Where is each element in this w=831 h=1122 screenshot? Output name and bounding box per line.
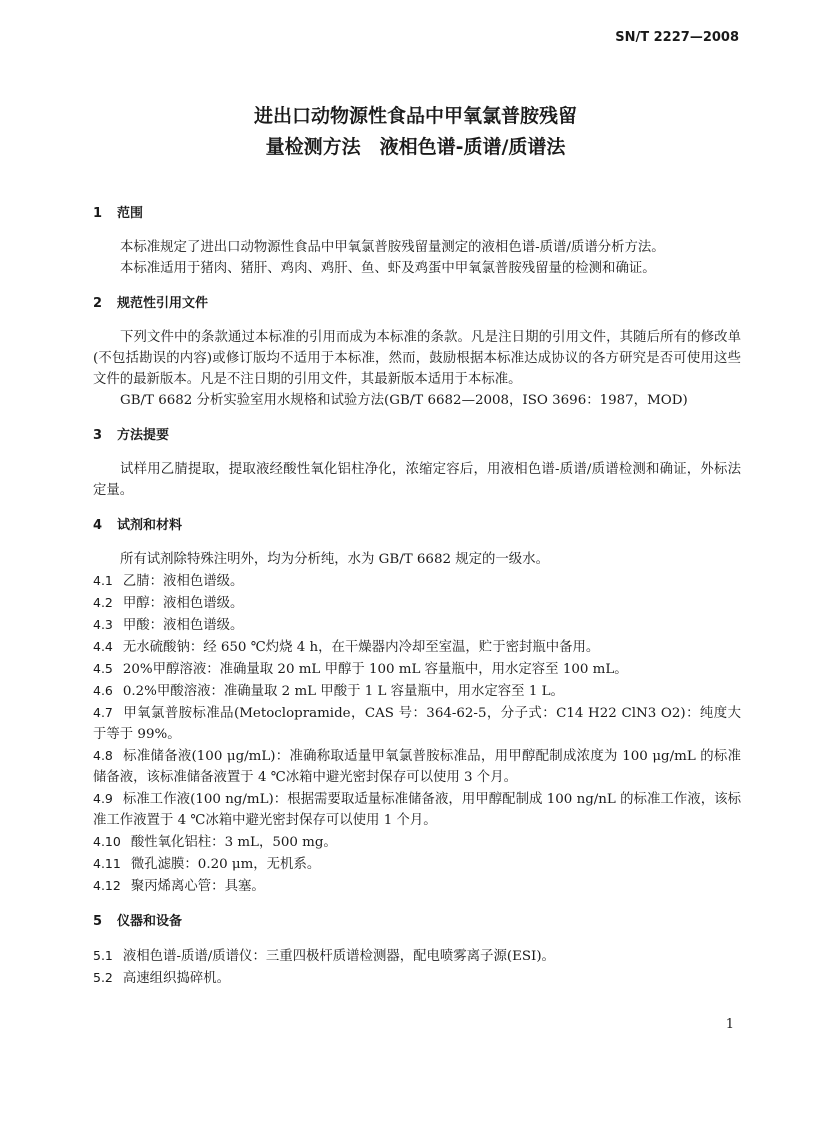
list-item bbox=[93, 945, 741, 967]
item-number: 4.5 bbox=[93, 661, 113, 676]
item-text: 高速组织捣碎机。 bbox=[122, 971, 231, 986]
section-number: 1 bbox=[93, 206, 103, 221]
item-number: 4.6 bbox=[93, 683, 113, 698]
section-title: 试剂和材料 bbox=[117, 518, 183, 533]
item-text: 甲氧氯普胺标准品(Metoclopramide，CAS 号：364-62-5，分子式：C14 H22 ClN3 O2)：纯度大于等于 99%。 bbox=[93, 706, 741, 742]
item-text: 聚丙烯离心管：具塞。 bbox=[130, 879, 265, 894]
list-item bbox=[93, 831, 741, 853]
standard-number: SN/T 2227—2008 bbox=[615, 30, 739, 45]
section-title: 规范性引用文件 bbox=[117, 296, 209, 311]
item-text: 0.2%甲酸溶液：准确量取 2 mL 甲酸于 1 L 容量瓶中，用水定容至 1 L。 bbox=[122, 684, 564, 699]
list-item bbox=[93, 658, 741, 680]
item-number: 4.1 bbox=[93, 573, 113, 588]
document-title bbox=[0, 101, 831, 163]
item-number: 4.11 bbox=[93, 856, 121, 871]
list-item bbox=[93, 853, 741, 875]
item-text: 标准储备液(100 μg/mL)：准确称取适量甲氧氯普胺标准品，用甲醇配制成浓度为 100 μg/mL 的标准储备液，该标准储备液置于 4 ℃冰箱中避光密封保存可以使用 3 个月。 bbox=[93, 749, 741, 785]
item-number: 4.4 bbox=[93, 639, 113, 654]
item-number: 4.2 bbox=[93, 595, 113, 610]
item-number: 5.1 bbox=[93, 948, 113, 963]
item-text: 液相色谱-质谱/质谱仪：三重四极杆质谱检测器，配电喷雾离子源(ESI)。 bbox=[122, 949, 555, 964]
section-number: 5 bbox=[93, 914, 103, 929]
list-item bbox=[93, 680, 741, 702]
section-heading bbox=[93, 425, 741, 447]
section-number: 2 bbox=[93, 296, 103, 311]
section-title: 方法提要 bbox=[117, 428, 170, 443]
section-heading bbox=[93, 911, 741, 933]
list-item bbox=[93, 614, 741, 636]
item-number: 5.2 bbox=[93, 970, 113, 985]
section-title: 仪器和设备 bbox=[117, 914, 183, 929]
normative-reference: GB/T 6682 分析实验室用水规格和试验方法(GB/T 6682—2008，ISO 3696：1987，MOD) bbox=[120, 393, 688, 408]
item-text: 无水硫酸钠：经 650 ℃灼烧 4 h，在干燥器内冷却至室温，贮于密封瓶中备用。 bbox=[122, 640, 600, 655]
list-item bbox=[93, 636, 741, 658]
item-number: 4.7 bbox=[93, 705, 113, 720]
section-heading bbox=[93, 203, 741, 225]
item-text: 甲醇：液相色谱级。 bbox=[122, 596, 244, 611]
item-number: 4.12 bbox=[93, 878, 121, 893]
document-body bbox=[93, 203, 741, 989]
list-item bbox=[93, 875, 741, 897]
item-number: 4.9 bbox=[93, 791, 113, 806]
list-item bbox=[93, 592, 741, 614]
paragraph: 本标准适用于猪肉、猪肝、鸡肉、鸡肝、鱼、虾及鸡蛋中甲氧氯普胺残留量的检测和确证。 bbox=[120, 261, 656, 276]
item-text: 酸性氧化铝柱：3 mL，500 mg。 bbox=[130, 835, 337, 850]
list-item bbox=[93, 570, 741, 592]
item-number: 4.3 bbox=[93, 617, 113, 632]
list-item bbox=[93, 967, 741, 989]
item-number: 4.8 bbox=[93, 748, 113, 763]
item-text: 乙腈：液相色谱级。 bbox=[122, 574, 244, 589]
paragraph: 试样用乙腈提取，提取液经酸性氧化铝柱净化，浓缩定容后，用液相色谱-质谱/质谱检测和确证，外标法定量。 bbox=[93, 462, 741, 498]
item-text: 20%甲醇溶液：准确量取 20 mL 甲醇于 100 mL 容量瓶中，用水定容至 100 mL。 bbox=[122, 662, 628, 677]
section-heading bbox=[93, 293, 741, 315]
paragraph: 下列文件中的条款通过本标准的引用而成为本标准的条款。凡是注日期的引用文件，其随后所有的修改单(不包括勘误的内容)或修订版均不适用于本标准，然而，鼓励根据本标准达成协议的各方研究是否可使用这些文件的最新版本。凡是不注日期的引用文件，其最新版本适用于本标准。 bbox=[93, 330, 741, 387]
paragraph: 所有试剂除特殊注明外，均为分析纯，水为 GB/T 6682 规定的一级水。 bbox=[120, 552, 549, 567]
title-line-2: 量检测方法 液相色谱-质谱/质谱法 bbox=[265, 136, 566, 158]
item-text: 微孔滤膜：0.20 μm，无机系。 bbox=[130, 857, 321, 872]
section-number: 4 bbox=[93, 518, 103, 533]
paragraph: 本标准规定了进出口动物源性食品中甲氧氯普胺残留量测定的液相色谱-质谱/质谱分析方法。 bbox=[120, 240, 665, 255]
section-title: 范围 bbox=[117, 206, 144, 221]
title-line-1: 进出口动物源性食品中甲氧氯普胺残留 bbox=[253, 105, 577, 127]
page-number: 1 bbox=[725, 1017, 734, 1032]
list-item bbox=[93, 745, 741, 788]
section-heading bbox=[93, 515, 741, 537]
list-item bbox=[93, 702, 741, 745]
item-text: 甲酸：液相色谱级。 bbox=[122, 618, 244, 633]
item-number: 4.10 bbox=[93, 834, 121, 849]
section-number: 3 bbox=[93, 428, 103, 443]
list-item bbox=[93, 788, 741, 831]
item-text: 标准工作液(100 ng/mL)：根据需要取适量标准储备液，用甲醇配制成 100 ng/nL 的标准工作液，该标准工作液置于 4 ℃冰箱中避光密封保存可以使用 1 个月。 bbox=[93, 792, 741, 828]
